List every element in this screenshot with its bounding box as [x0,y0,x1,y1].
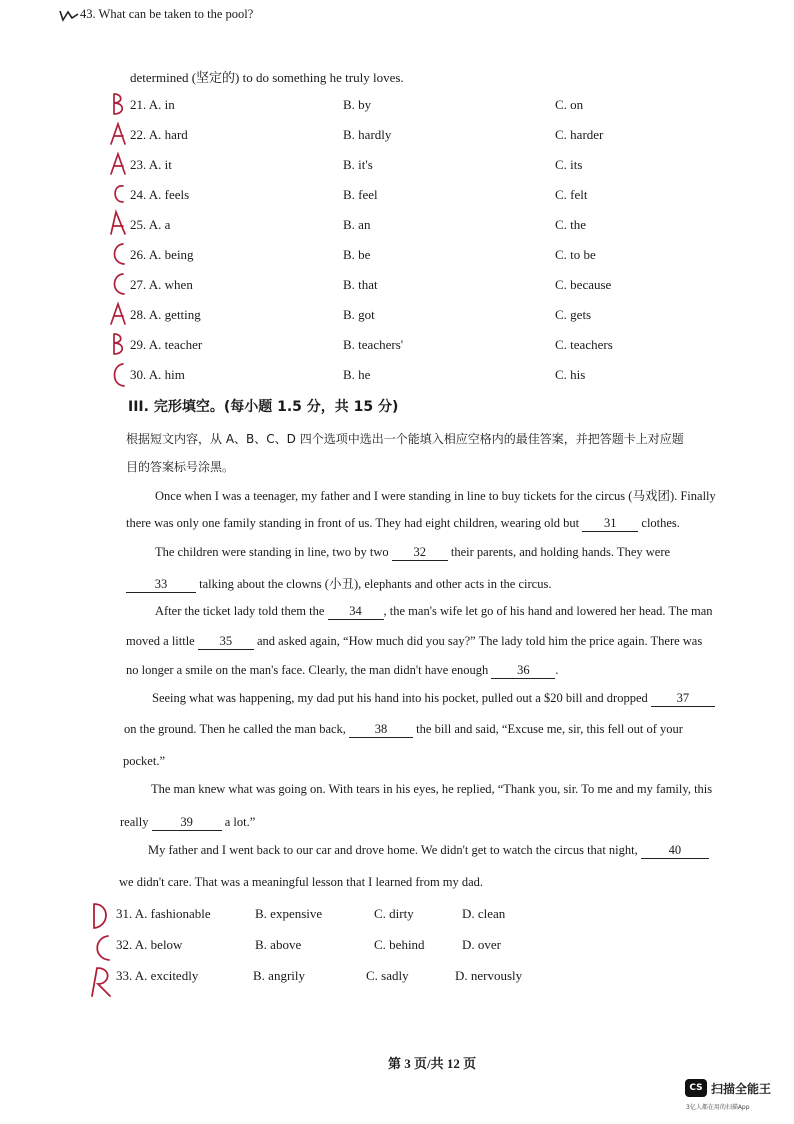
passage-text: a lot.” [221,815,256,829]
passage-text: really [120,815,152,829]
handwritten-answers-31-33 [88,900,116,1000]
option-d: D. nervously [455,968,523,983]
blank-38: 38 [349,722,413,738]
blank-37: 37 [651,691,715,707]
passage-text: talking about the clowns (小丑), elephants and other acts in the circus. [196,577,552,591]
option-b: B. be [343,247,371,262]
option-b: B. by [343,97,372,112]
scanner-logo-icon: CS [685,1079,707,1097]
passage-text: no longer a smile on the man's face. Clearly, the man didn't have enough [126,663,492,677]
option-a: 22. A. hard [130,127,188,142]
passage-text: The children were standing in line, two by two [155,545,392,559]
passage-text: After the ticket lady told them the [155,604,328,618]
question-43: 43. What can be taken to the pool? [80,7,254,21]
passage-line: pocket.” [123,754,165,768]
section-heading: III. 完形填空。(每小题 1.5 分，共 15 分) [128,399,399,415]
option-b: B. feel [343,187,378,202]
option-c: C. gets [555,307,592,322]
section-instruction-line-2: 目的答案标号涂黑。 [126,460,235,474]
blank-34: 34 [328,604,384,620]
passage-line [155,604,713,620]
page-number: 第 3 页/共 12 页 [388,1056,477,1071]
option-b: B. angrily [253,968,305,983]
passage-ending: determined (坚定的) to do something he truly loves. [130,70,404,85]
option-d: D. clean [462,906,506,921]
passage-line [124,722,683,738]
passage-line [155,545,670,561]
blank-35: 35 [198,634,254,650]
option-c: C. on [555,97,584,112]
option-c: C. to be [555,247,596,262]
passage-text: clothes. [638,516,680,530]
option-b: B. got [343,307,375,322]
passage-text: My father and I went back to our car and drove home. We didn't get to watch the circus that night, [148,843,641,857]
option-b: B. above [255,937,302,952]
option-a: 28. A. getting [130,307,201,322]
option-a: 24. A. feels [130,187,190,202]
option-c: C. teachers [555,337,613,352]
option-c: C. sadly [366,968,409,983]
passage-line: we didn't care. That was a meaningful lesson that I learned from my dad. [119,875,484,889]
option-b: B. an [343,217,371,232]
blank-39: 39 [152,815,222,831]
option-a: 23. A. it [130,157,172,172]
option-a: 30. A. him [130,367,185,382]
passage-text: the bill and said, “Excuse me, sir, this fell out of your [413,722,683,736]
scanner-app-name: 扫描全能王 [711,1082,772,1096]
blank-33: 33 [126,577,196,593]
passage-text: and asked again, “How much did you say?” The lady told him the price again. There was [253,634,703,648]
passage-line [126,574,551,593]
passage-line [120,815,255,831]
passage-line: The man knew what was going on. With tears in his eyes, he replied, “Thank you, sir. To me and my family, this [151,782,713,796]
option-a: 27. A. when [130,277,193,292]
blank-31: 31 [582,516,638,532]
option-c: C. felt [555,187,588,202]
blank-40: 40 [641,843,709,859]
option-a: 31. A. fashionable [116,906,211,921]
section-instruction-line-1: 根据短文内容，从 A、B、C、D 四个选项中选出一个能填入相应空格内的最佳答案，并把答题卡上对应题 [126,432,684,446]
passage-line [148,843,709,859]
option-b: B. it's [343,157,373,172]
passage-text: , the man's wife let go of his hand and lowered her head. The man [383,604,713,618]
option-b: B. hardly [343,127,392,142]
passage-line [126,634,702,650]
option-d: D. over [462,937,501,952]
option-c: C. because [555,277,612,292]
option-a: 29. A. teacher [130,337,203,352]
option-b: B. teachers' [343,337,404,352]
blank-36: 36 [491,663,555,679]
option-a: 33. A. excitedly [116,968,199,983]
passage-line [126,516,680,532]
passage-text: on the ground. Then he called the man back, [124,722,350,736]
option-a: 32. A. below [116,937,183,952]
passage-line [152,691,715,707]
passage-text: Seeing what was happening, my dad put his hand into his pocket, pulled out a $20 bill and dropped [152,691,651,705]
option-c: C. harder [555,127,604,142]
option-a: 21. A. in [130,97,175,112]
option-b: B. he [343,367,371,382]
option-c: C. behind [374,937,425,952]
passage-line [126,663,559,679]
option-b: B. that [343,277,378,292]
passage-text: their parents, and holding hands. They were [447,545,671,559]
handwritten-check-mark [58,8,80,22]
option-c: C. the [555,217,587,232]
option-b: B. expensive [255,906,323,921]
scanner-app-tagline: 3亿人都在用的扫描App [686,1104,750,1111]
option-a: 26. A. being [130,247,194,262]
passage-text: moved a little [126,634,198,648]
option-c: C. dirty [374,906,414,921]
option-c: C. his [555,367,586,382]
option-c: C. its [555,157,583,172]
passage-text: . [555,663,559,677]
option-a: 25. A. a [130,217,171,232]
passage-line: Once when I was a teenager, my father and I were standing in line to buy tickets for the circus (马戏团). Finally [155,489,716,503]
handwritten-answers-21-30 [108,92,130,390]
blank-32: 32 [392,545,448,561]
passage-text: there was only one family standing in front of us. They had eight children, wearing old but [126,516,583,530]
